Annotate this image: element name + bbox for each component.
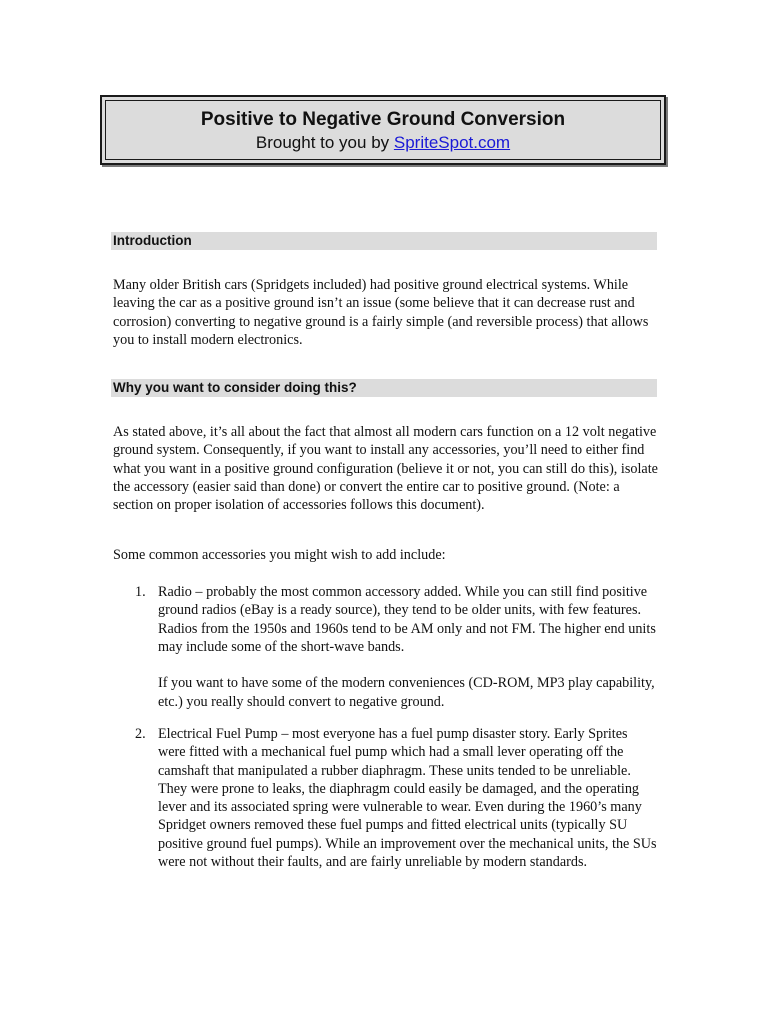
accessories-intro-paragraph: Some common accessories you might wish to add include: (113, 547, 446, 563)
list-item-paragraph: If you want to have some of the modern conveniences (CD-ROM, MP3 play capability, etc.) you really should convert to negative ground. (158, 675, 655, 710)
section-heading-why: Why you want to consider doing this? (111, 379, 657, 397)
section-heading-introduction: Introduction (111, 232, 657, 250)
intro-paragraph: Many older British cars (Spridgets included) had positive ground electrical systems. While leaving the car as a positive ground isn’t an issue (some believe that it can decrease rust and corrosion) converting to negative ground is a fairly simple (and reversible process) that allows you to install modern electronics. (113, 277, 649, 348)
list-item-body (158, 725, 658, 871)
list-item-paragraph: Radio – probably the most common accessory added. While you can still find positive ground radios (eBay is a ready source), they tend to be older units, with few features. Radios from the 1950s and 1960s tend to be AM only and not FM. The higher end units may include some of the short-wave bands. (158, 584, 656, 655)
list-number: 2. (135, 726, 146, 742)
title-banner (100, 95, 666, 165)
spritespot-link[interactable]: SpriteSpot.com (393, 133, 511, 152)
list-item-paragraph: Electrical Fuel Pump – most everyone has a fuel pump disaster story. Early Sprites were fitted with a mechanical fuel pump which had a small lever operating off the camshaft that manipulated a rubber diaphragm. These units tended to be unreliable. They were prone to leaks, the diaphragm could easily be damaged, and the operating lever and its associated spring were vulnerable to wear. Even during the 1960’s many Spridget owners removed these fuel pumps and fitted electrical units (typically SU positive ground fuel pumps). While an improvement over the mechanical units, the SUs were not without their faults, and are fairly unreliable by modern standards. (158, 726, 657, 871)
document-subtitle (102, 132, 664, 154)
list-item-body (158, 583, 658, 711)
document-title: Positive to Negative Ground Conversion (200, 109, 566, 130)
why-paragraph: As stated above, it’s all about the fact that almost all modern cars function on a 12 volt negative ground system. Consequently, if you want to install any accessories, you’ll need to either find what you want in a positive ground configuration (believe it or not, you can still do this), isolate the accessory (easier said than done) or convert the entire car to positive ground. (Note: a section on proper isolation of accessories follows this document). (113, 424, 658, 514)
list-number: 1. (135, 584, 146, 600)
subtitle-prefix: Brought to you by (255, 133, 394, 152)
